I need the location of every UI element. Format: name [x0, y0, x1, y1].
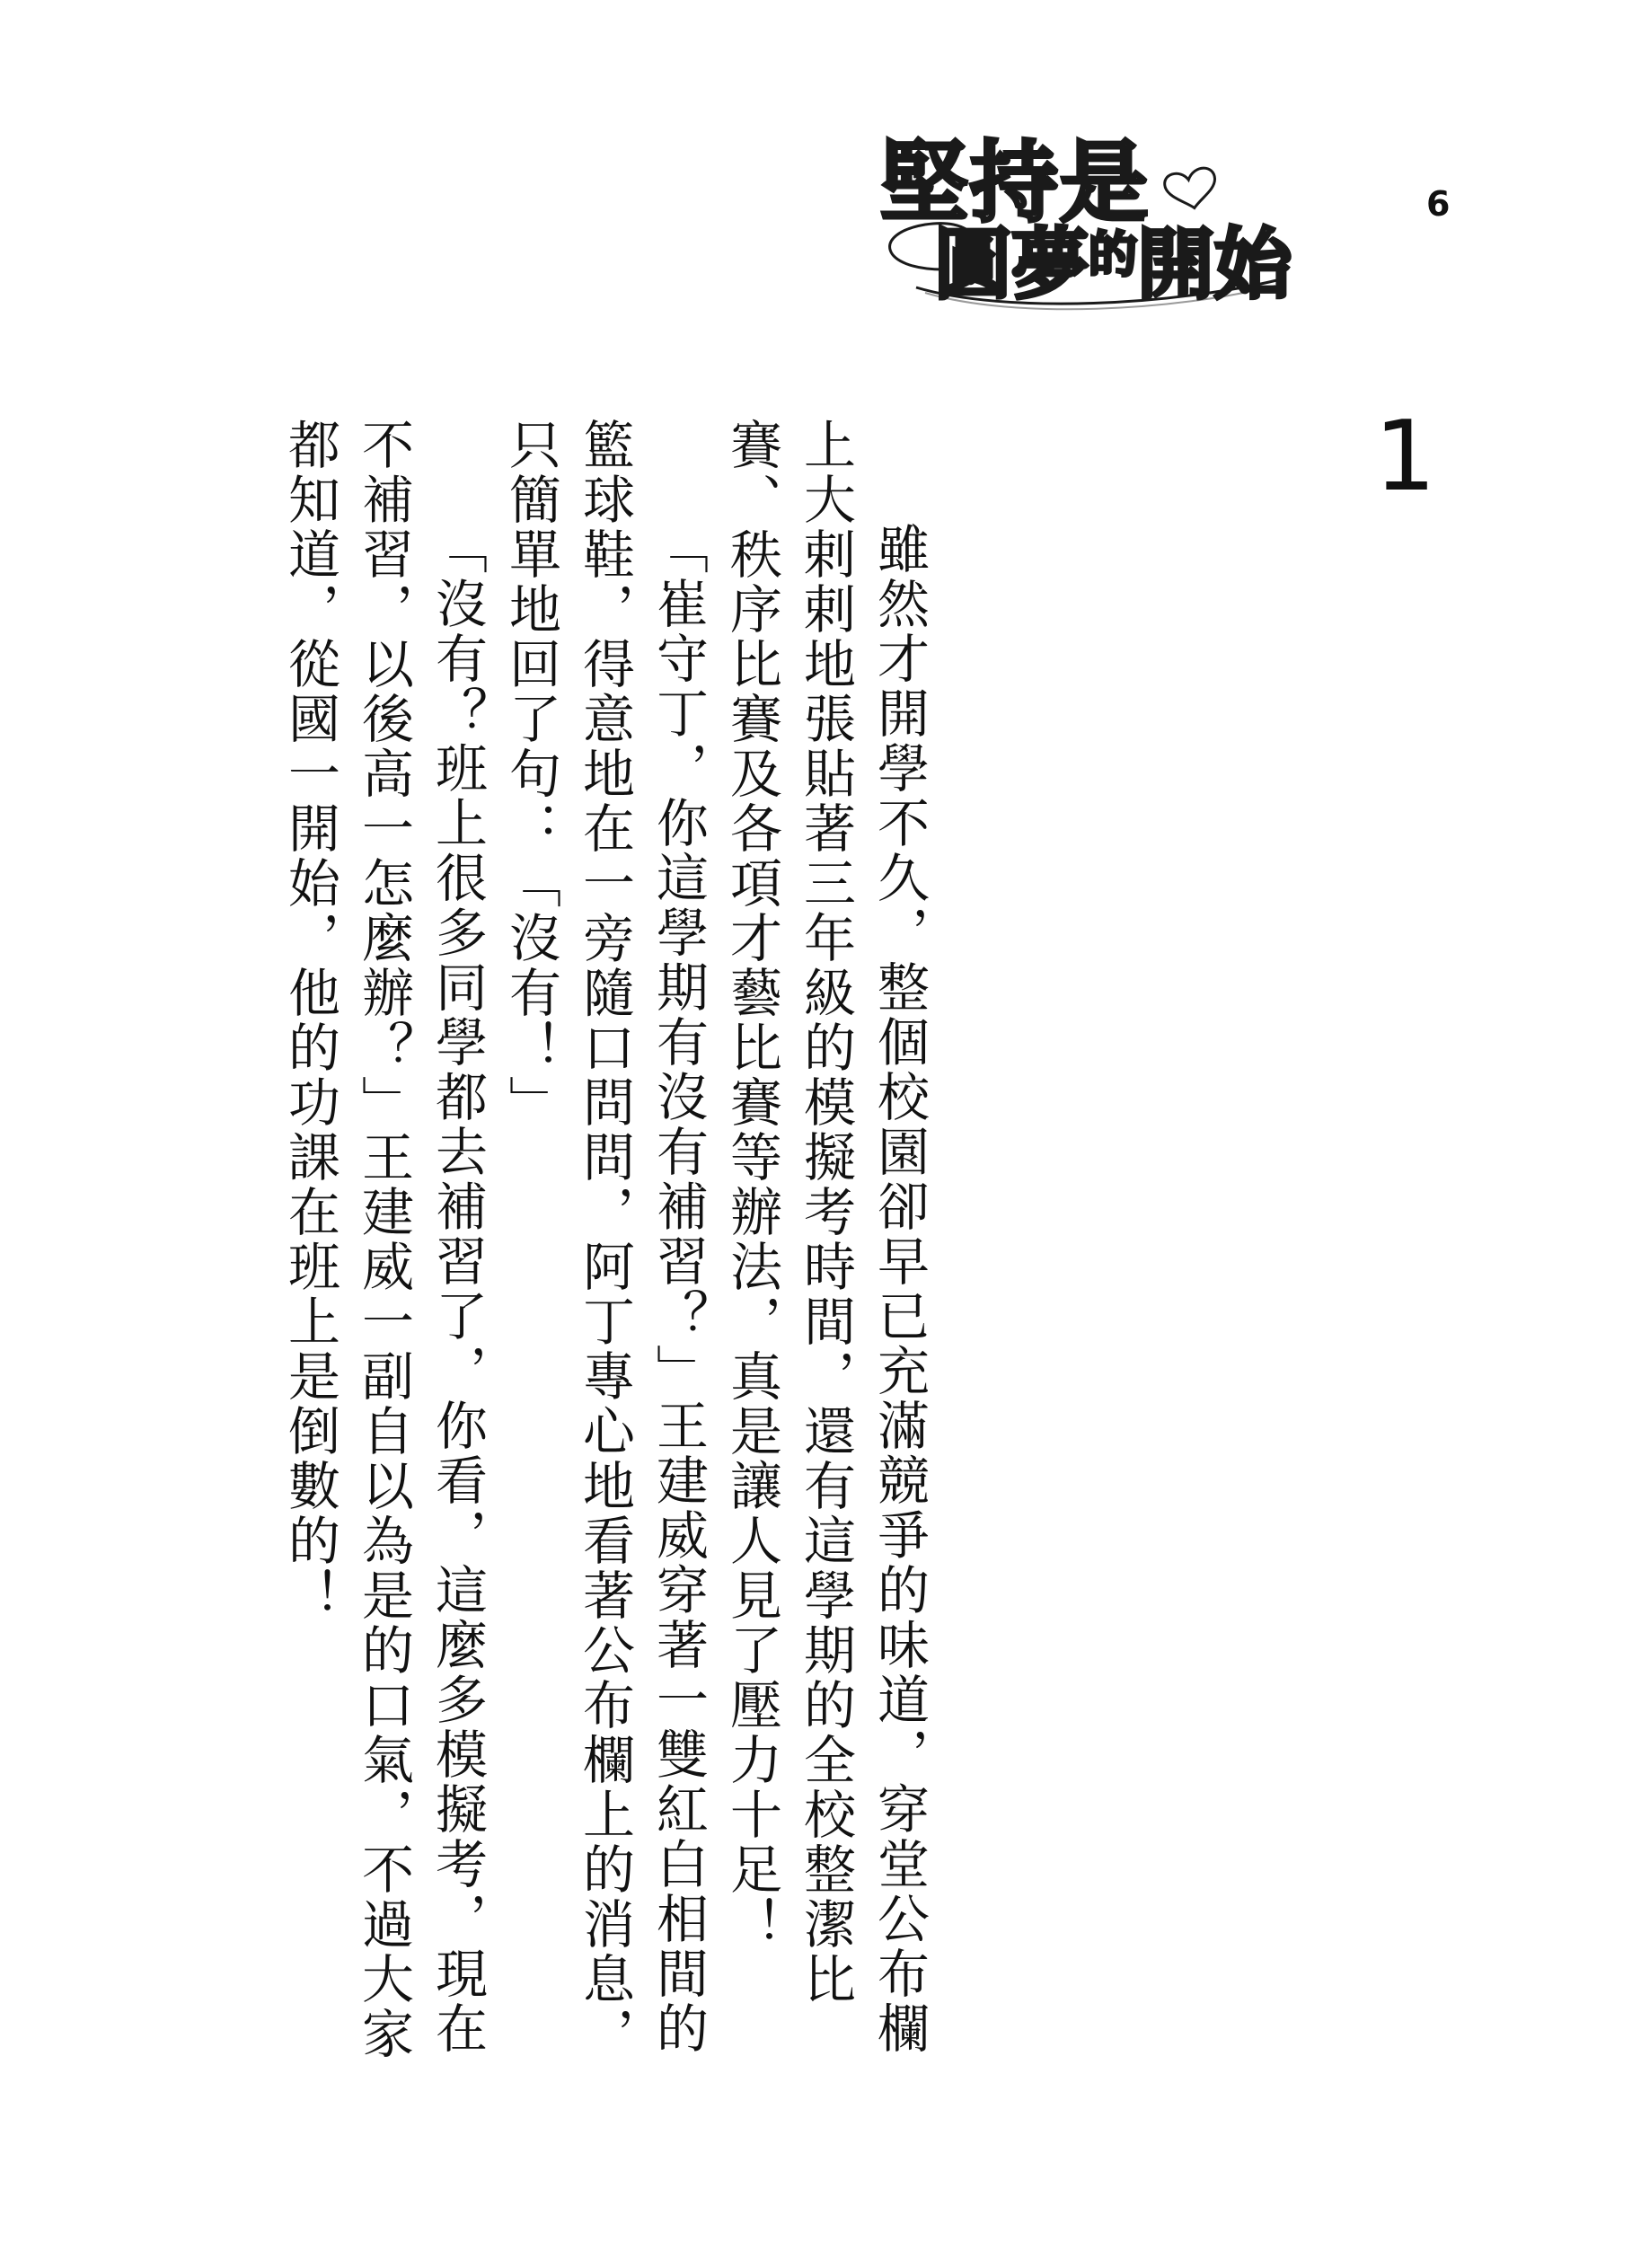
logo-char-de: 的	[1089, 225, 1137, 283]
logo-char-yuan: 圓	[934, 219, 1011, 310]
heart-icon	[1163, 166, 1220, 212]
logo-char-meng: 夢	[1011, 219, 1089, 310]
logo-chars-kaishi: 開始	[1137, 219, 1292, 310]
book-title-logo	[862, 131, 1329, 314]
page-number: 6	[1426, 184, 1451, 224]
chapter-body-text	[273, 418, 936, 2088]
logo-title-line2	[934, 219, 1292, 310]
paragraph: 雖然才開學不久，整個校園卻早已充滿競爭的味道，穿堂公布欄上大剌剌地張貼著三年級的模擬考時間，還有這學期的全校整潔比賽、秩序比賽及各項才藝比賽等辦法，真是讓人見了壓力十足！	[721, 418, 930, 2056]
logo-title-line1: 堅持是	[880, 131, 1151, 234]
paragraph: 「崔守丁，你這學期有沒有補習？」王建威穿著一雙紅白相間的籃球鞋，得意地在一旁隨口問問，阿丁專心地看著公布欄上的消息，只簡單地回了句：「沒有！」	[500, 418, 709, 2061]
chapter-number: 1	[1374, 401, 1436, 513]
paragraph: 「沒有？班上很多同學都去補習了，你看，這麼多模擬考，現在不補習，以後高一怎麼辦？」王建威一副自以為是的口氣，不過大家都知道，從國一開始，他的功課在班上是倒數的！	[279, 418, 488, 2061]
